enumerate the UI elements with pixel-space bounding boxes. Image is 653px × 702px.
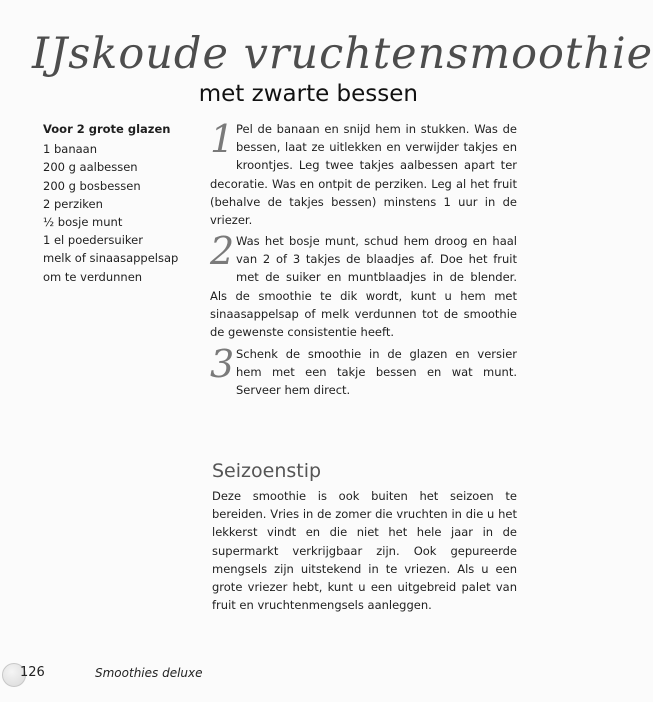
step-2 bbox=[210, 229, 517, 341]
ingredient-item: 1 banaan bbox=[43, 142, 97, 157]
ingredient-item: ½ bosje munt bbox=[43, 215, 123, 230]
ingredient-item: melk of sinaasappelsap om te verdunnen bbox=[43, 251, 179, 284]
step-text: Pel de banaan en snijd hem in stukken. Was de bessen, laat ze uitlekken en verwijder takjes en kroontjes. Leg twee takjes aalbessen apart ter decoratie. Was en ontpit de perziken. Leg al het fruit (behalve de takjes bessen) minstens 1 uur in de vriezer. bbox=[210, 122, 517, 228]
ingredient-item: 2 perziken bbox=[43, 196, 103, 211]
step-number: 1 bbox=[210, 117, 235, 161]
ingredients-heading: Voor 2 grote glazen bbox=[43, 122, 171, 136]
step-number: 2 bbox=[210, 229, 235, 273]
step-1 bbox=[210, 117, 517, 229]
page-footer bbox=[0, 661, 550, 691]
step-number: 3 bbox=[210, 342, 235, 386]
recipe-title: IJskoude vruchtensmoothie bbox=[32, 29, 653, 79]
book-title: Smoothies deluxe bbox=[95, 666, 203, 680]
step-text: Schenk de smoothie in de glazen en versier hem met een takje bessen en wat munt. Serveer hem direct. bbox=[236, 347, 517, 398]
tip-text: Deze smoothie is ook buiten het seizoen te bereiden. Vries in de zomer die vruchten in die u het lekkerst vindt en die niet het hele jaar in de supermarkt verkrijgbaar zijn. Ook gepureerde mengsels zijn uitstekend in te vriezen. Als u een grote vriezer hebt, kunt u een uitgebreid palet van fruit en vruchtenmengsels aanleggen. bbox=[212, 489, 517, 613]
ingredient-item: 200 g aalbessen bbox=[43, 160, 138, 175]
page-number: 126 bbox=[20, 665, 45, 680]
tip-heading: Seizoenstip bbox=[212, 460, 322, 482]
recipe-subtitle: met zwarte bessen bbox=[198, 81, 418, 107]
step-3 bbox=[210, 342, 517, 400]
ingredients-list bbox=[43, 120, 195, 286]
ingredient-item: 200 g bosbessen bbox=[43, 178, 141, 193]
step-text: Was het bosje munt, schud hem droog en haal van 2 of 3 takjes de blaadjes af. Doe het fruit met de suiker en muntblaadjes in de blender. Als de smoothie te dik wordt, kunt u hem met sinaasappelsap of melk verdunnen tot de smoothie de gewenste consistentie heeft. bbox=[210, 234, 517, 340]
ingredient-item: 1 el poedersuiker bbox=[43, 233, 143, 248]
